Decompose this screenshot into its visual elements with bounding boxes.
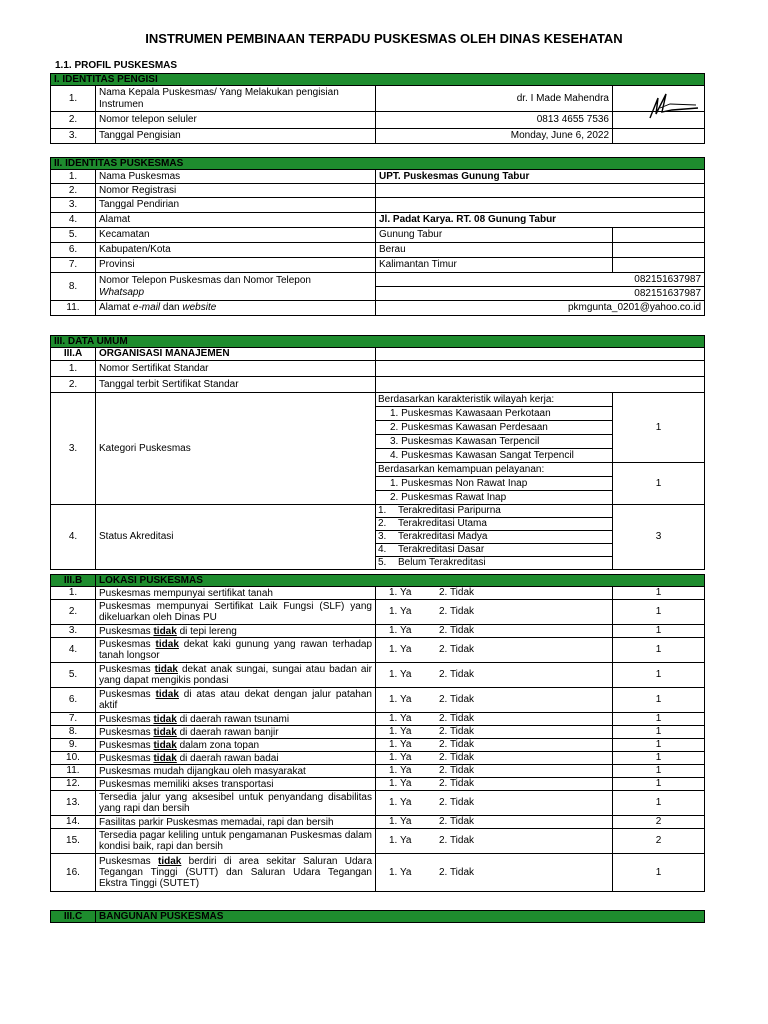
answer-value[interactable]: 1: [613, 791, 705, 816]
option-tidak: 2. Tidak: [439, 835, 475, 846]
row-label: Puskesmas tidak di daerah rawan banjir: [96, 726, 376, 739]
identitas-puskesmas-table: [50, 157, 705, 316]
option-ya: 1. Ya: [389, 606, 412, 617]
yes-no-options: [376, 688, 613, 713]
yes-no-options: [376, 816, 613, 829]
row-number: 14.: [51, 816, 96, 829]
row-number: 5.: [51, 663, 96, 688]
yes-no-options: [376, 638, 613, 663]
table-row: 7. Provinsi Kalimantan Timur: [51, 258, 705, 273]
row-label: Tanggal Pengisian: [96, 129, 376, 144]
phone-value[interactable]: 082151637987: [376, 273, 705, 287]
table-row: [51, 778, 705, 791]
keyword-tidak: tidak: [155, 639, 179, 650]
section-header: II. IDENTITAS PUSKESMAS: [51, 158, 705, 170]
certificate-date-value[interactable]: [376, 377, 705, 393]
table-row: 6. Kabupaten/Kota Berau: [51, 243, 705, 258]
table-row: 5. Kecamatan Gunung Tabur: [51, 228, 705, 243]
row-label: Puskesmas tidak di atas atau dekat dengan jalur patahan aktif: [96, 688, 376, 713]
provinsi-value[interactable]: Kalimantan Timur: [376, 258, 613, 273]
yes-no-options: [376, 739, 613, 752]
keyword-tidak: tidak: [153, 752, 177, 764]
certificate-number-value[interactable]: [376, 361, 705, 377]
answer-value[interactable]: 1: [613, 688, 705, 713]
subsection-title: BANGUNAN PUSKESMAS: [96, 911, 705, 923]
row-value[interactable]: Monday, June 6, 2022: [376, 129, 613, 144]
row-number: 8.: [51, 726, 96, 739]
row-value[interactable]: dr. I Made Mahendra: [376, 86, 613, 112]
row-number: 2.: [51, 600, 96, 625]
yes-no-options: [376, 713, 613, 726]
answer-value[interactable]: 1: [613, 587, 705, 600]
option-tidak: 2. Tidak: [439, 816, 475, 827]
row-label: Puskesmas tidak dekat anak sungai, sungai atau badan air yang dapat mengikis pondasi: [96, 663, 376, 688]
akreditasi-value[interactable]: 3: [613, 505, 705, 570]
identitas-pengisi-table: [50, 73, 705, 144]
answer-value[interactable]: 1: [613, 854, 705, 892]
option-tidak: 2. Tidak: [439, 625, 475, 636]
yes-no-options: [376, 625, 613, 638]
table-row: [51, 129, 705, 144]
option: 2. Puskesmas Rawat Inap: [390, 492, 507, 503]
row-number: 16.: [51, 854, 96, 892]
keyword-tidak: tidak: [153, 739, 177, 751]
row-number: 4.: [51, 638, 96, 663]
row-label: Nomor telepon seluler: [96, 112, 376, 129]
option-tidak: 2. Tidak: [439, 694, 475, 705]
option: 3. Puskesmas Kawasan Terpencil: [376, 435, 612, 449]
option-tidak: 2. Tidak: [439, 587, 475, 598]
row-label: Puskesmas tidak dekat kaki gunung yang rawan terhadap tanah longsor: [96, 638, 376, 663]
row-label: Puskesmas tidak di daerah rawan badai: [96, 752, 376, 765]
signature-image: [636, 90, 700, 120]
section-header: III. DATA UMUM: [51, 336, 705, 348]
lokasi-puskesmas-table: [50, 574, 705, 892]
yes-no-options: [376, 752, 613, 765]
option-tidak: 2. Tidak: [439, 669, 475, 680]
table-row: 2. Nomor Registrasi: [51, 184, 705, 198]
row-label: Puskesmas tidak di tepi lereng: [96, 625, 376, 638]
row-number: 3.: [51, 625, 96, 638]
row-number: 1.: [51, 587, 96, 600]
option-tidak: 2. Tidak: [439, 752, 475, 763]
kecamatan-value[interactable]: Gunung Tabur: [376, 228, 613, 243]
kategori-wilayah-value[interactable]: 1: [613, 393, 705, 463]
yes-no-options: [376, 791, 613, 816]
option-ya: 1. Ya: [389, 816, 412, 827]
table-row: [51, 688, 705, 713]
option-ya: 1. Ya: [389, 797, 412, 808]
row-label: Puskesmas memiliki akses transportasi: [96, 778, 376, 791]
yes-no-options: [376, 778, 613, 791]
option-ya: 1. Ya: [389, 669, 412, 680]
row-label: Puskesmas tidak berdiri di area sekitar Saluran Udara Tegangan Tinggi (SUTT) dan Saluran Udara Tegangan Ekstra Tinggi (SUTET): [96, 854, 376, 892]
table-row: [51, 112, 705, 129]
table-row: 4. Alamat Jl. Padat Karya. RT. 08 Gunung Tabur: [51, 213, 705, 228]
row-label: Tersedia pagar keliling untuk pengamanan Puskesmas dalam kondisi baik, rapi dan bersih: [96, 829, 376, 854]
subsection-title: LOKASI PUSKESMAS: [96, 575, 705, 587]
table-row: [51, 791, 705, 816]
row-label: Tersedia jalur yang aksesibel untuk penyandang disabilitas yang rapi dan bersih: [96, 791, 376, 816]
option-tidak: 2. Tidak: [439, 713, 475, 724]
option-ya: 1. Ya: [389, 765, 412, 776]
table-row: 4. Status Akreditasi 1. Terakreditasi Paripurna 2. Terakreditasi Utama 3. Terakreditasi Madya 4. Terakreditasi Dasar 5. Belum Terakreditasi 3: [51, 505, 705, 570]
option: 2. Puskesmas Kawasan Perdesaan: [376, 421, 612, 435]
table-row: [51, 713, 705, 726]
option: 4. Puskesmas Kawasan Sangat Terpencil: [390, 450, 574, 461]
address-value[interactable]: Jl. Padat Karya. RT. 08 Gunung Tabur: [376, 213, 705, 228]
option-ya: 1. Ya: [389, 625, 412, 636]
yes-no-options: [376, 600, 613, 625]
option: 1. Puskesmas Kawasaan Perkotaan: [376, 407, 612, 421]
option-ya: 1. Ya: [389, 713, 412, 724]
table-row: [51, 638, 705, 663]
keyword-tidak: tidak: [158, 856, 182, 867]
subsection-title: ORGANISASI MANAJEMEN: [96, 348, 376, 361]
yes-no-options: [376, 587, 613, 600]
table-row: [51, 765, 705, 778]
answer-value[interactable]: 1: [613, 739, 705, 752]
table-row: [51, 625, 705, 638]
subsection-code: III.C: [51, 911, 96, 923]
table-row: [51, 854, 705, 892]
kabupaten-value[interactable]: Berau: [376, 243, 613, 258]
option-ya: 1. Ya: [389, 694, 412, 705]
table-row: [51, 816, 705, 829]
table-row: [51, 600, 705, 625]
option-tidak: 2. Tidak: [439, 739, 475, 750]
answer-value[interactable]: 2: [613, 816, 705, 829]
table-row: 1. Nomor Sertifikat Standar: [51, 361, 705, 377]
keyword-tidak: tidak: [153, 713, 177, 725]
option-tidak: 2. Tidak: [439, 866, 475, 878]
keyword-tidak: tidak: [154, 664, 178, 675]
option-ya: 1. Ya: [389, 835, 412, 846]
answer-value[interactable]: 1: [613, 752, 705, 765]
row-value[interactable]: 0813 4655 7536: [376, 112, 613, 129]
yes-no-options: [376, 726, 613, 739]
row-label: Nama Kepala Puskesmas/ Yang Melakukan pengisian Instrumen: [96, 86, 376, 112]
row-label: Puskesmas tidak dalam zona topan: [96, 739, 376, 752]
row-number: 11.: [51, 765, 96, 778]
answer-value[interactable]: 1: [613, 726, 705, 739]
row-number: 7.: [51, 713, 96, 726]
table-row: 3. Kategori Puskesmas Berdasarkan karakteristik wilayah kerja: 1. Puskesmas Kawasaan Perkotaan 2. Puskesmas Kawasan Perdesaan 3. Puskesmas Kawasan Terpencil 4. Puskesmas Kawasan Sangat Terpencil 1: [51, 393, 705, 463]
row-number: 6.: [51, 688, 96, 713]
row-number: 3.: [51, 129, 96, 144]
row-number: 1.: [51, 86, 96, 112]
answer-value[interactable]: 1: [613, 713, 705, 726]
option-tidak: 2. Tidak: [439, 606, 475, 617]
answer-value[interactable]: 2: [613, 829, 705, 854]
option-tidak: 2. Tidak: [439, 726, 475, 737]
row-number: 13.: [51, 791, 96, 816]
subsection-code: III.A: [51, 348, 96, 361]
bangunan-puskesmas-table: [50, 910, 705, 923]
option-tidak: 2. Tidak: [439, 778, 475, 789]
table-row: [51, 829, 705, 854]
table-row: 1. Nama Puskesmas UPT. Puskesmas Gunung Tabur: [51, 170, 705, 184]
table-row: 8. Nomor Telepon Puskesmas dan Nomor Telepon Whatsapp 082151637987: [51, 273, 705, 287]
yes-no-options: [376, 765, 613, 778]
keyword-tidak: tidak: [155, 689, 179, 700]
email-value[interactable]: pkmgunta_0201@yahoo.co.id: [376, 301, 705, 316]
answer-value[interactable]: 1: [613, 625, 705, 638]
option-ya: 1. Ya: [389, 726, 412, 737]
option-ya: 1. Ya: [389, 587, 412, 598]
row-label: Puskesmas mempunyai sertifikat tanah: [96, 587, 376, 600]
row-number: 2.: [51, 112, 96, 129]
option-tidak: 2. Tidak: [439, 765, 475, 776]
section-subtitle: 1.1. PROFIL PUSKESMAS: [55, 60, 178, 71]
row-label: Puskesmas mudah dijangkau oleh masyarakat: [96, 765, 376, 778]
table-row: 11. Alamat e-mail dan website pkmgunta_0201@yahoo.co.id: [51, 301, 705, 316]
option-ya: 1. Ya: [389, 739, 412, 750]
keyword-tidak: tidak: [153, 625, 177, 637]
kategori-pelayanan-value[interactable]: 1: [613, 463, 705, 505]
answer-value[interactable]: 1: [613, 778, 705, 791]
table-row: 2. Tanggal terbit Sertifikat Standar: [51, 377, 705, 393]
row-label: Puskesmas mempunyai Sertifikat Laik Fungsi (SLF) yang dikeluarkan oleh Dinas PU: [96, 600, 376, 625]
row-number: 10.: [51, 752, 96, 765]
keyword-tidak: tidak: [153, 726, 177, 738]
option-tidak: 2. Tidak: [439, 644, 475, 655]
answer-value[interactable]: 1: [613, 663, 705, 688]
answer-value[interactable]: 1: [613, 638, 705, 663]
section-header: I. IDENTITAS PENGISI: [51, 74, 705, 86]
option: 1. Puskesmas Non Rawat Inap: [376, 477, 612, 491]
row-number: 9.: [51, 739, 96, 752]
option-ya: 1. Ya: [389, 752, 412, 763]
table-row: [51, 752, 705, 765]
table-row: 3. Tanggal Pendirian: [51, 198, 705, 213]
option-ya: 1. Ya: [389, 778, 412, 789]
option-tidak: 2. Tidak: [439, 797, 475, 808]
row-label: Puskesmas tidak di daerah rawan tsunami: [96, 713, 376, 726]
registration-value[interactable]: [376, 184, 705, 198]
table-row: [51, 726, 705, 739]
option-ya: 1. Ya: [389, 644, 412, 655]
option-ya: 1. Ya: [389, 866, 412, 878]
puskesmas-name-value[interactable]: UPT. Puskesmas Gunung Tabur: [376, 170, 705, 184]
data-umum-table: III. DATA UMUM III.A ORGANISASI MANAJEMEN 1. Nomor Sertifikat Standar 2. Tanggal terbit Sertifikat Standar 3. Kategori Puskesmas Berdasarkan karakteristik wilayah kerja: 1. Puskesmas Kawasaan Perkotaan 2. Puskesmas Kawasan Perdesaan 3. Puskesmas Kawasan Terpencil 4. Puskesmas Kawasan Sangat Terpencil 1 Berdasarkan kemampuan pelayanan: 1. Puskesmas Non Rawat Inap 2. Puskesmas Rawat Inap 1 4. Status Akreditasi 1. Terakreditasi Paripurna 2. Terakreditasi Utama 3. Terakreditasi Madya 4. Terakreditasi Dasar 5. Belum Terakreditasi 3: [50, 335, 705, 570]
row-number: 12.: [51, 778, 96, 791]
yes-no-options: [376, 854, 613, 892]
table-row: [51, 739, 705, 752]
yes-no-options: [376, 829, 613, 854]
answer-value[interactable]: 1: [613, 600, 705, 625]
founding-date-value[interactable]: [376, 198, 705, 213]
whatsapp-value[interactable]: 082151637987: [376, 287, 705, 301]
row-label: Fasilitas parkir Puskesmas memadai, rapi dan bersih: [96, 816, 376, 829]
table-row: [51, 86, 705, 112]
yes-no-options: [376, 663, 613, 688]
row-number: 15.: [51, 829, 96, 854]
table-row: [51, 587, 705, 600]
subsection-code: III.B: [51, 575, 96, 587]
table-row: [51, 663, 705, 688]
page-title: INSTRUMEN PEMBINAAN TERPADU PUSKESMAS OLEH DINAS KESEHATAN: [145, 31, 623, 46]
answer-value[interactable]: 1: [613, 765, 705, 778]
